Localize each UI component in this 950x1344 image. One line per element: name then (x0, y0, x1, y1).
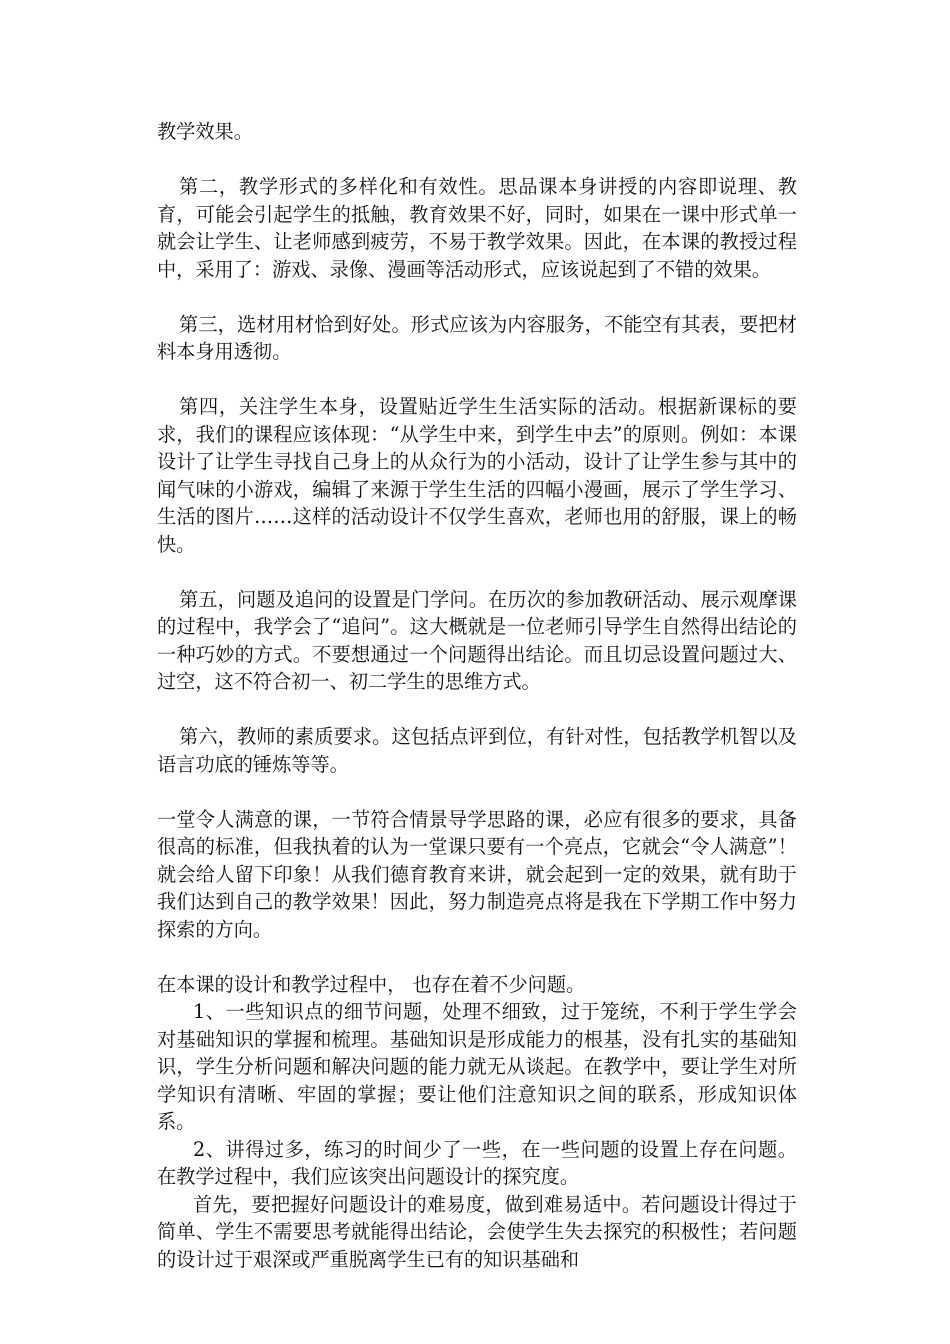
paragraph-point-three: 第三，选材用材恰到好处。形式应该为内容服务，不能空有其表，要把材料本身用透彻。 (157, 312, 797, 363)
paragraph-point-six: 第六，教师的素质要求。这包括点评到位，有针对性，包括教学机智以及语言功底的锤炼等等。 (157, 725, 797, 776)
paragraph-problem-two: 2、讲得过多，练习的时间少了一些，在一些问题的设置上存在问题。在教学过程中，我们应该突出问题设计的探究度。 (157, 1137, 797, 1188)
paragraph-point-four: 第四，关注学生本身，设置贴近学生生活实际的活动。根据新课标的要求，我们的课程应该体现：“从学生中来，到学生中去”的原则。例如：本课设计了让学生寻找自己身上的从众行为的小活动，设计了让学生参与其中的闻气味的小游戏，编辑了来源于学生生活的四幅小漫画，展示了学生学习、生活的图片……这样的活动设计不仅学生喜欢，老师也用的舒服，课上的畅快。 (157, 395, 797, 556)
paragraph-problems-intro: 在本课的设计和教学过程中， 也存在着不少问题。 (157, 972, 586, 996)
paragraph-continuation: 教学效果。 (157, 120, 253, 143)
paragraph-summary: 一堂令人满意的课，一节符合情景导学思路的课，必应有很多的要求，具备很高的标准，但我执着的认为一堂课只要有一个亮点，它就会“令人满意”！就会给人留下印象！从我们德育教育来讲，就会起到一定的效果，就有助于我们达到自己的教学效果！因此，努力制造亮点将是我在下学期工作中努力探索的方向。 (157, 807, 797, 941)
paragraph-point-two: 第二，教学形式的多样化和有效性。思品课本身讲授的内容即说理、教育，可能会引起学生的抵触，教育效果不好，同时，如果在一课中形式单一就会让学生、让老师感到疲劳，不易于教学效果。因此，在本课的教授过程中，采用了：游戏、录像、漫画等活动形式，应该说起到了不错的效果。 (157, 175, 797, 281)
paragraph-point-five: 第五，问题及追问的设置是门学问。在历次的参加教研活动、展示观摩课的过程中，我学会了“追问”。这大概就是一位老师引导学生自然得出结论的一种巧妙的方式。不要想通过一个问题得出结论。而且切忌设置问题过大、过空，这不符合初一、初二学生的思维方式。 (157, 587, 797, 693)
paragraph-first-point: 首先，要把握好问题设计的难易度，做到难易适中。若问题设计得过于简单、学生不需要思考就能得出结论，会使学生失去探究的积极性；若问题的设计过于艰深或严重脱离学生已有的知识基础和 (157, 1192, 797, 1271)
document-page (157, 118, 797, 1273)
paragraph-problem-one: 1、一些知识点的细节问题，处理不细致，过于笼统，不利于学生学会对基础知识的掌握和梳理。基础知识是形成能力的根基，没有扎实的基础知识，学生分析问题和解决问题的能力就无从谈起。在教学中，要让学生对所学知识有清晰、牢固的掌握；要让他们注意知识之间的联系，形成知识体系。 (157, 1000, 797, 1133)
